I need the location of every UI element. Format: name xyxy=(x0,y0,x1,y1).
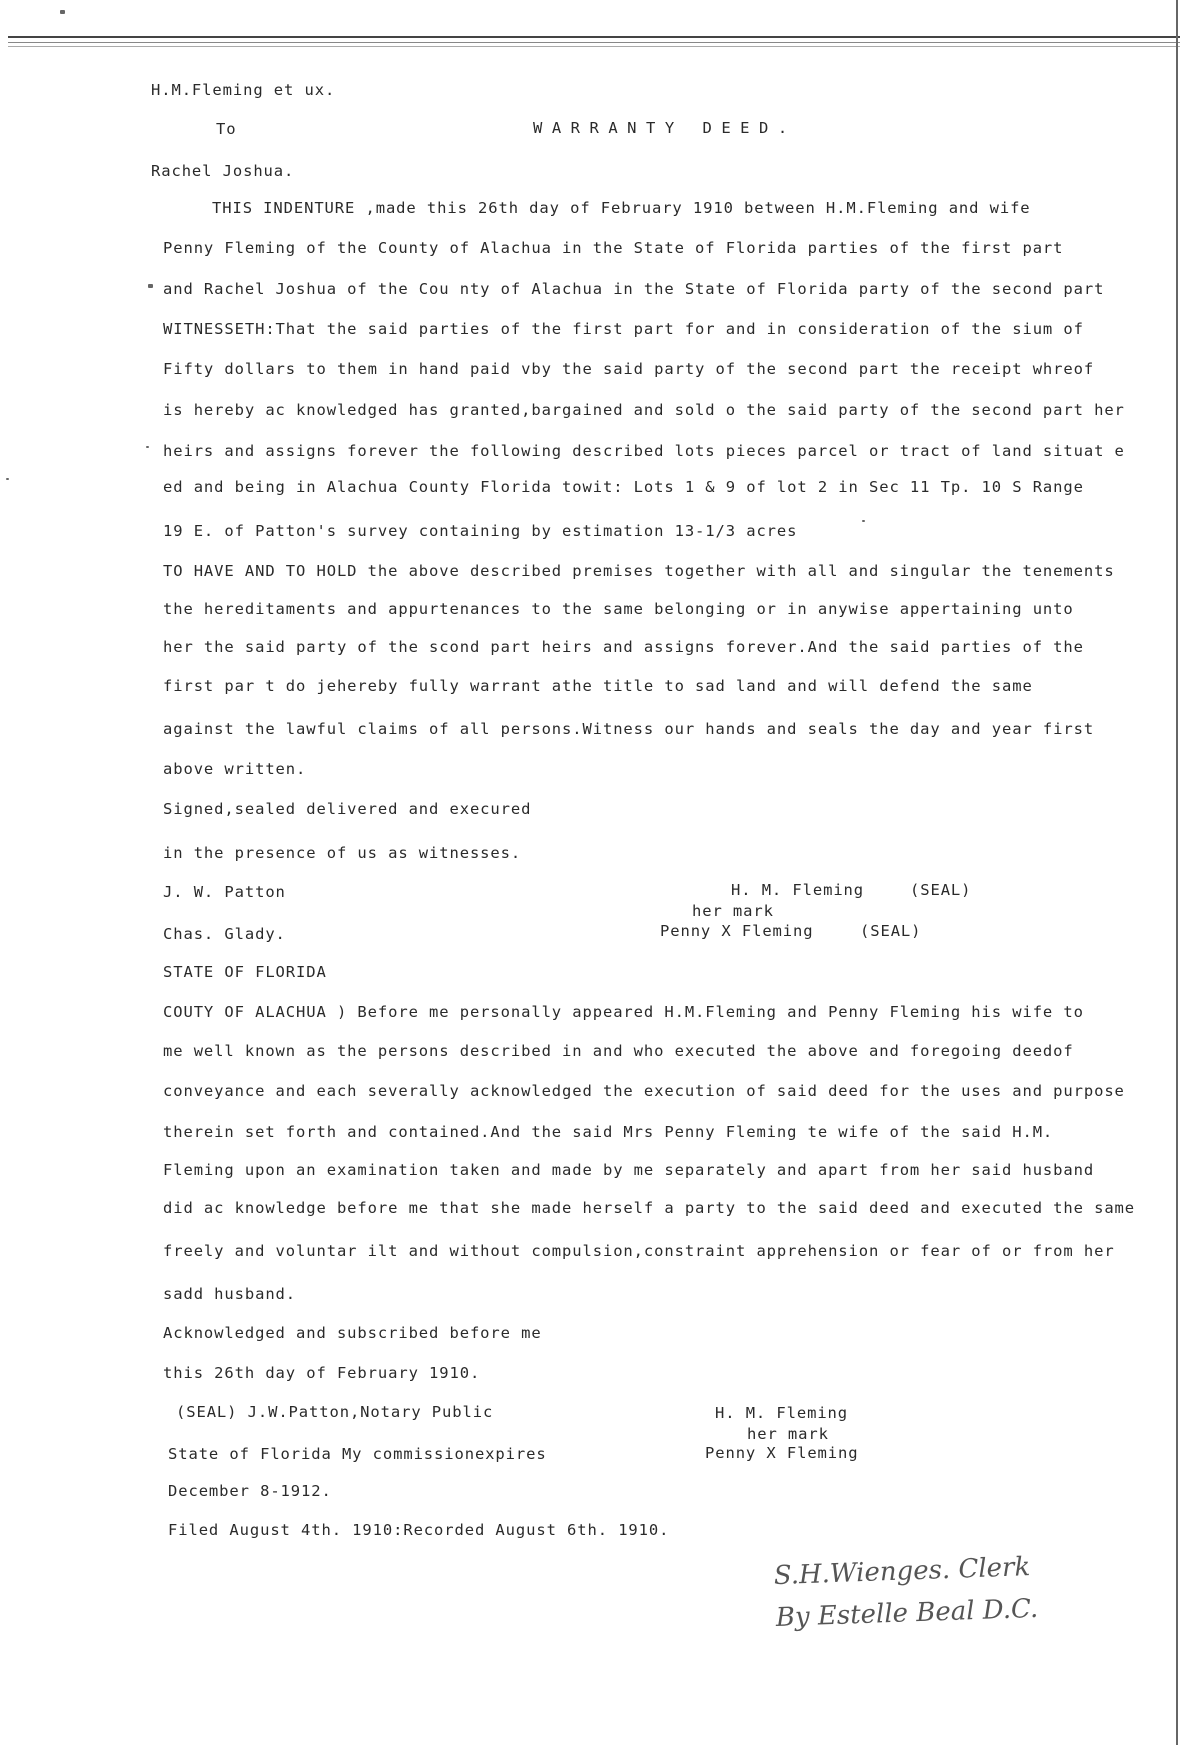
witness-name: J. W. Patton xyxy=(163,883,286,901)
body-line: 19 E. of Patton's survey containing by estimation 13-1/3 acres xyxy=(163,522,798,540)
ack-line: therein set forth and contained.And the said Mrs Penny Fleming te wife of the said H.M. xyxy=(163,1123,1054,1141)
ink-speck xyxy=(6,478,9,480)
body-line: TO HAVE AND TO HOLD the above described premises together with all and singular the tenements xyxy=(163,562,1115,580)
signer-name: Penny X Fleming xyxy=(660,922,814,940)
signer-name: H. M. Fleming xyxy=(731,881,865,899)
ack-line: conveyance and each severally acknowledged the execution of said deed for the uses and purpose xyxy=(163,1082,1125,1100)
ink-speck xyxy=(60,10,65,14)
body-line: first par t do jehereby fully warrant athe title to sad land and will defend the same xyxy=(163,677,1033,695)
ack-line: Acknowledged and subscribed before me xyxy=(163,1324,542,1342)
ack-line: STATE OF FLORIDA xyxy=(163,963,327,981)
witness-name: Chas. Glady. xyxy=(163,925,286,943)
her-mark-label: her mark xyxy=(692,902,774,920)
body-line: Signed,sealed delivered and execured xyxy=(163,800,532,818)
body-line: in the presence of us as witnesses. xyxy=(163,844,522,862)
body-line: Fifty dollars to them in hand paid vby the said party of the second part the receipt whreof xyxy=(163,360,1095,378)
ack-line: me well known as the persons described in and who executed the above and foregoing deedof xyxy=(163,1042,1074,1060)
to-line: To xyxy=(216,120,237,138)
clerk-signature-line1: S.H.Wienges. Clerk xyxy=(773,1552,1031,1592)
seal-label: (SEAL) xyxy=(860,922,922,940)
right-margin-line xyxy=(1176,0,1178,1745)
body-line: and Rachel Joshua of the Cou nty of Alachua in the State of Florida party of the second part xyxy=(163,280,1105,298)
ack-line: freely and voluntar ilt and without compulsion,constraint apprehension or fear of or from her xyxy=(163,1242,1115,1260)
top-rule-tertiary xyxy=(8,46,1180,47)
clerk-signature-line2: By Estelle Beal D.C. xyxy=(775,1593,1039,1633)
body-line: is hereby ac knowledged has granted,bargained and sold o the said party of the second part her xyxy=(163,401,1125,419)
notary-line: State of Florida My commissionexpires xyxy=(168,1445,547,1463)
signer-name: Penny X Fleming xyxy=(705,1444,859,1462)
ink-speck xyxy=(862,520,865,522)
ink-speck xyxy=(148,284,153,288)
ack-line: COUTY OF ALACHUA ) Before me personally appeared H.M.Fleming and Penny Fleming his wife to xyxy=(163,1003,1084,1021)
notary-line: December 8-1912. xyxy=(168,1482,332,1500)
signer-name: H. M. Fleming xyxy=(715,1404,849,1422)
body-line: ed and being in Alachua County Florida towit: Lots 1 & 9 of lot 2 in Sec 11 Tp. 10 S Range xyxy=(163,478,1084,496)
body-line: heirs and assigns forever the following described lots pieces parcel or tract of land situat e xyxy=(163,442,1125,460)
body-line: her the said party of the scond part heirs and assigns forever.And the said parties of the xyxy=(163,638,1084,656)
notary-line: (SEAL) J.W.Patton,Notary Public xyxy=(176,1403,494,1421)
body-line: Penny Fleming of the County of Alachua in the State of Florida parties of the first part xyxy=(163,239,1064,257)
filed-line: Filed August 4th. 1910:Recorded August 6th. 1910. xyxy=(168,1521,670,1539)
seal-label: (SEAL) xyxy=(910,881,972,899)
ack-line: sadd husband. xyxy=(163,1285,297,1303)
ack-line: this 26th day of February 1910. xyxy=(163,1364,481,1382)
top-rule xyxy=(8,36,1180,38)
body-line: above written. xyxy=(163,760,307,778)
ink-speck xyxy=(146,446,149,448)
her-mark-label: her mark xyxy=(747,1425,829,1443)
grantor-line: H.M.Fleming et ux. xyxy=(151,81,336,99)
body-line: WITNESSETH:That the said parties of the first part for and in consideration of the sium of xyxy=(163,320,1084,338)
document-title: WARRANTY DEED. xyxy=(533,119,797,137)
body-line: against the lawful claims of all persons.Witness our hands and seals the day and year first xyxy=(163,720,1095,738)
clerk-signature xyxy=(768,1540,1128,1640)
ack-line: Fleming upon an examination taken and made by me separately and apart from her said husband xyxy=(163,1161,1095,1179)
body-line: the hereditaments and appurtenances to the same belonging or in anywise appertaining unto xyxy=(163,600,1074,618)
ack-line: did ac knowledge before me that she made herself a party to the said deed and executed the same xyxy=(163,1199,1136,1217)
body-line: THIS INDENTURE ,made this 26th day of February 1910 between H.M.Fleming and wife xyxy=(212,199,1031,217)
top-rule-secondary xyxy=(8,42,1180,43)
grantee-line: Rachel Joshua. xyxy=(151,162,295,180)
